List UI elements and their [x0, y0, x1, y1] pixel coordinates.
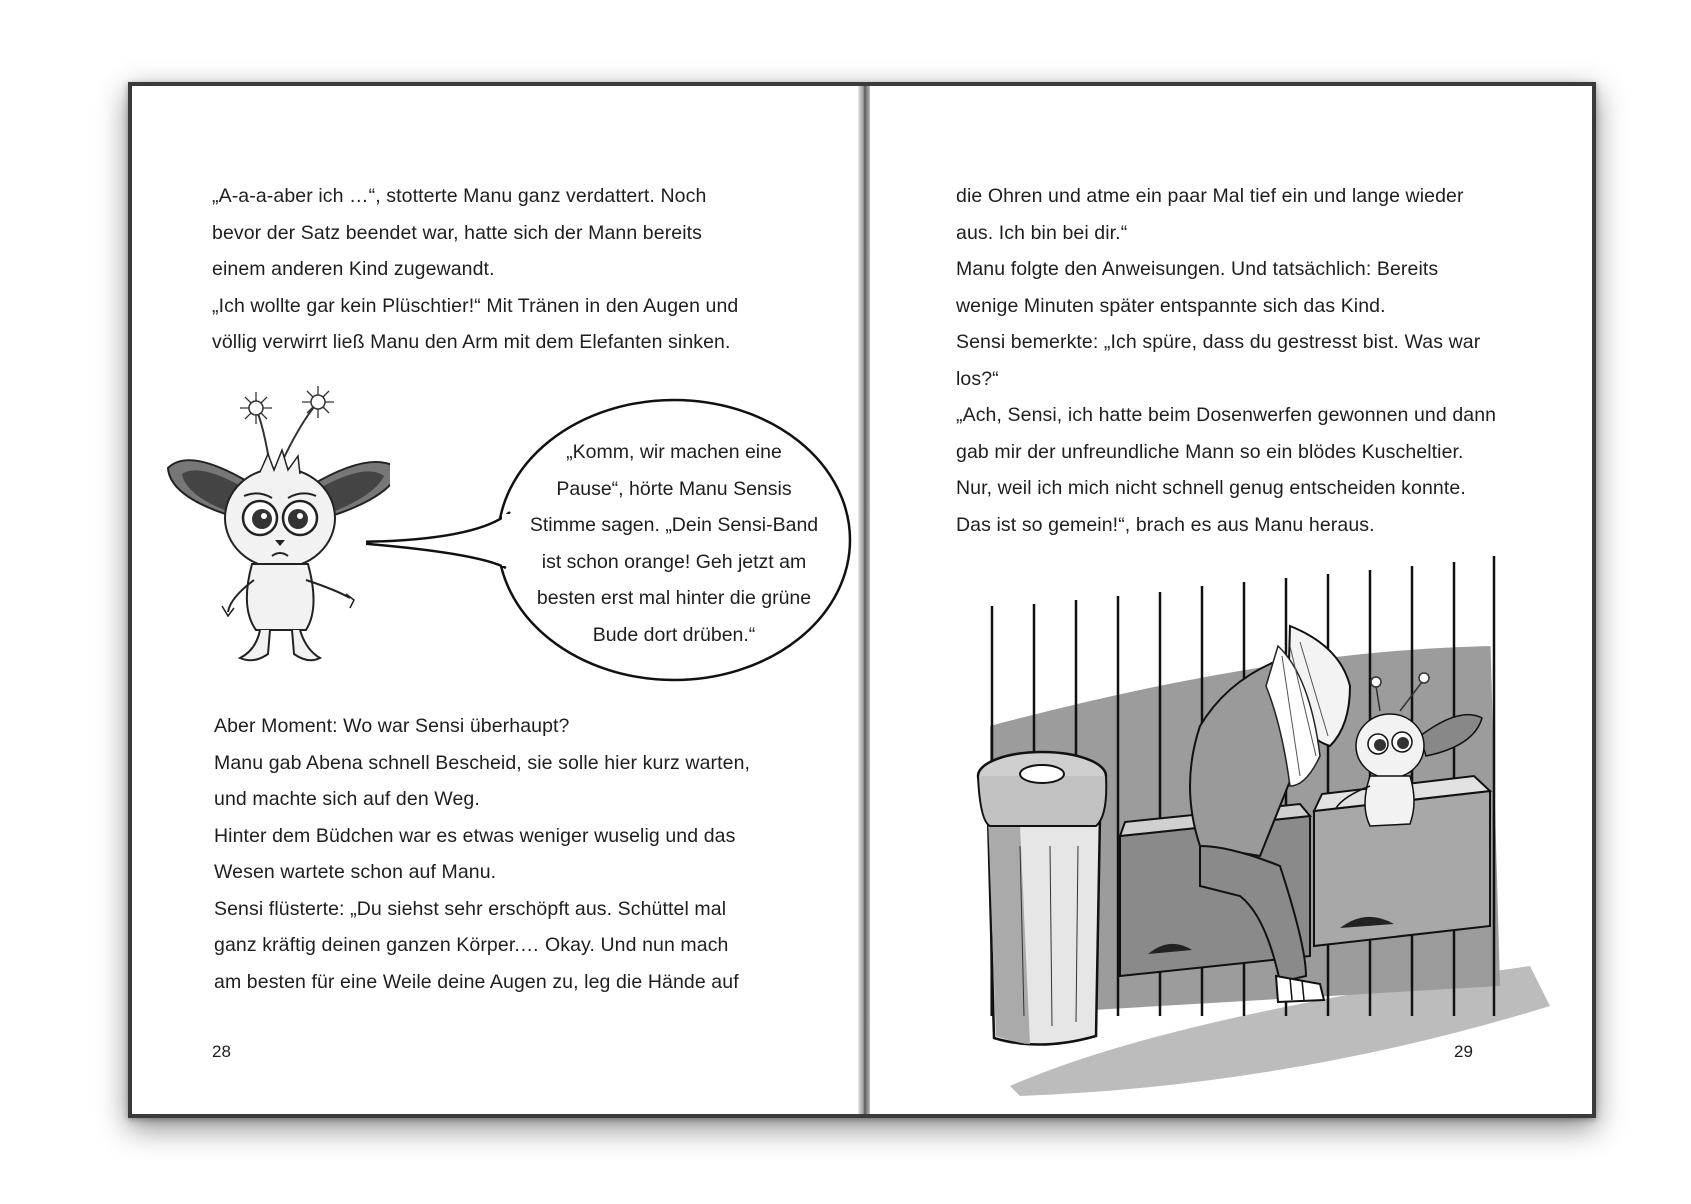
bubble-line: Pause“, hörte Manu Sensis — [556, 477, 792, 500]
text-line: Hinter dem Büdchen war es etwas weniger wuselig und das — [214, 824, 736, 847]
text-line: einem anderen Kind zugewandt. — [212, 258, 495, 280]
bubble-line: Stimme sagen. „Dein Sensi-Band — [529, 514, 819, 536]
text-line: Wesen wartete schon auf Manu. — [214, 861, 497, 883]
text-line: aus. Ich bin bei dir.“ — [956, 221, 1128, 244]
sensi-creature-illustration — [160, 368, 390, 668]
open-book-spread — [128, 82, 1596, 1118]
bubble-line: Bude dort drüben.“ — [592, 623, 756, 646]
left-paragraph-top — [212, 178, 738, 361]
text-line: Aber Moment: Wo war Sensi überhaupt? — [214, 715, 570, 737]
text-line: „A-a-a-aber ich …“, stotterte Manu ganz verdattert. Noch — [212, 185, 707, 207]
speech-bubble-text — [494, 434, 854, 653]
text-line: gab mir der unfreundliche Mann so ein blödes Kuscheltier. — [956, 440, 1464, 463]
text-line: „Ich wollte gar kein Plüschtier!“ Mit Tränen in den Augen und — [212, 294, 739, 317]
text-line: Nur, weil ich mich nicht schnell genug entscheiden konnte. — [956, 477, 1466, 499]
text-line: bevor der Satz beendet war, hatte sich der Mann bereits — [212, 221, 703, 244]
text-line: Sensi bemerkte: „Ich spüre, dass du gestresst bist. Was war — [956, 331, 1481, 353]
text-line: Sensi flüsterte: „Du siehst sehr erschöpft aus. Schüttel mal — [214, 897, 727, 920]
bubble-line: „Komm, wir machen eine — [566, 441, 782, 463]
page-number-right: 29 — [1454, 1042, 1473, 1061]
text-line: am besten für eine Weile deine Augen zu, leg die Hände auf — [214, 970, 739, 993]
text-line: die Ohren und atme ein paar Mal tief ein und lange wieder — [956, 185, 1464, 207]
page-number-left: 28 — [212, 1042, 231, 1061]
text-line: Das ist so gemein!“, brach es aus Manu heraus. — [956, 513, 1375, 536]
text-line: los?“ — [956, 367, 999, 390]
text-line: völlig verwirrt ließ Manu den Arm mit dem Elefanten sinken. — [212, 331, 731, 353]
bubble-line: ist schon orange! Geh jetzt am — [541, 550, 807, 573]
speech-bubble — [366, 392, 819, 702]
book-gutter — [858, 86, 870, 1114]
child-and-sensi-illustration — [870, 86, 1592, 1116]
text-line: „Ach, Sensi, ich hatte beim Dosenwerfen gewonnen und dann — [956, 404, 1497, 426]
text-line: wenige Minuten später entspannte sich das Kind. — [956, 294, 1386, 317]
text-line: und machte sich auf den Weg. — [214, 788, 480, 810]
bubble-line: besten erst mal hinter die grüne — [536, 587, 812, 609]
text-line: Manu folgte den Anweisungen. Und tatsächlich: Bereits — [956, 258, 1439, 280]
text-line: Manu gab Abena schnell Bescheid, sie solle hier kurz warten, — [214, 751, 751, 774]
text-line: ganz kräftig deinen ganzen Körper.… Okay. Und nun mach — [214, 934, 729, 956]
left-page — [132, 86, 858, 1114]
left-paragraph-bottom — [214, 708, 750, 1000]
right-page — [870, 86, 1592, 1114]
